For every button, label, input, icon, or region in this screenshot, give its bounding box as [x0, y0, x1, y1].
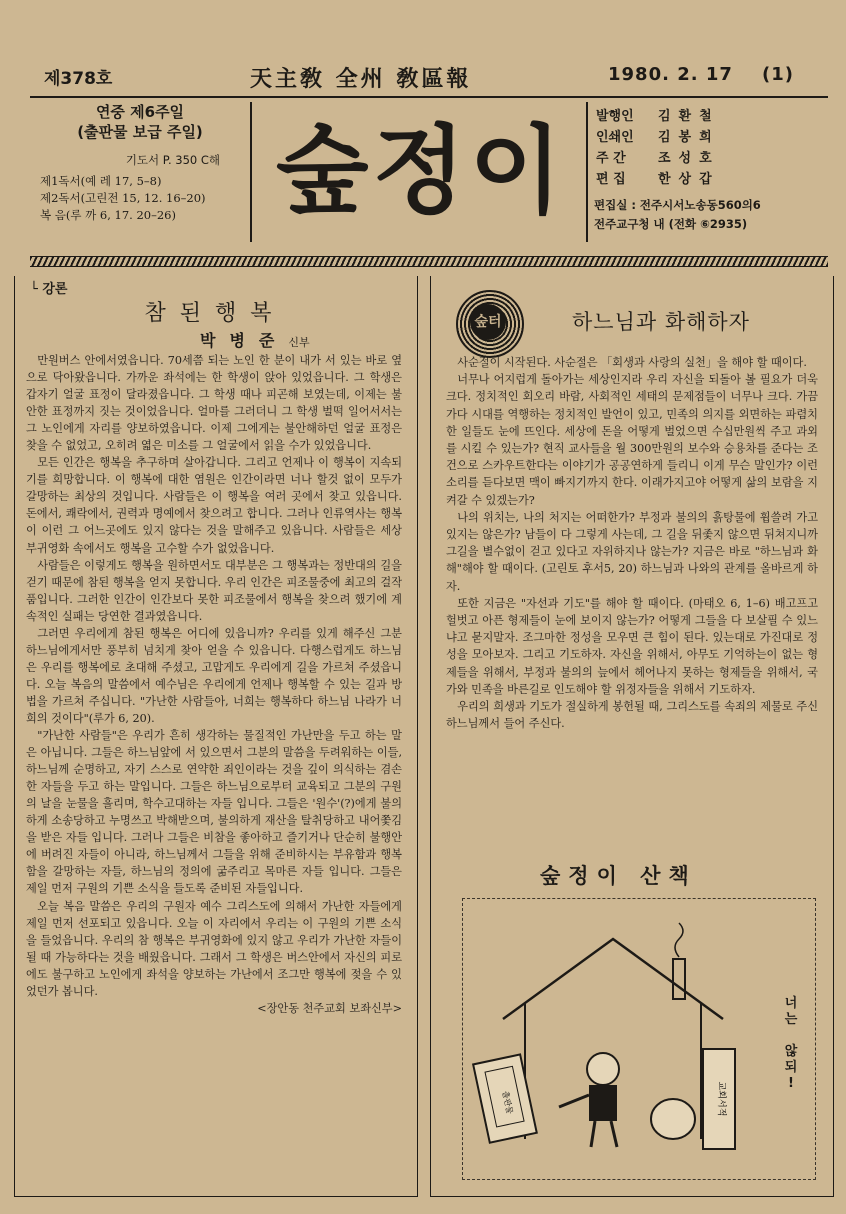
staff-row [596, 169, 806, 190]
paragraph: 사순절이 시작된다. 사순절은 「회생과 사랑의 실천」을 해야 할 때이다. [457, 356, 807, 369]
caption-char: 되 [784, 1060, 798, 1075]
staff-name: 김봉희 [658, 130, 720, 145]
date-text: 1980. 2. 17 [608, 64, 733, 85]
publication-date [608, 64, 794, 85]
cartoon-frame [462, 898, 816, 1180]
smoke [675, 923, 683, 957]
figure-head [587, 1053, 619, 1085]
office-phone: 전주교구청 내 (전화 ⑥2935) [594, 217, 748, 231]
caption-char: 너 [784, 996, 798, 1011]
section-label [30, 278, 67, 297]
paragraph: 모든 인간은 행복을 추구하며 살아갑니다. 그리고 언제나 이 행복이 지속되기를 희망합니다. 이 행복에 대한 염원은 인간이라면 너나 할것 없이 모두가 갈망하는 최상의 것입니다. 사람들은 이 행복을 여러 곳에서 찾고 있읍니다. 돈에서, 쾌락에서, 권력과 명예에서 찾으려고 합니다. 그러나 인류역사는 행복이 이런 그 어느곳에도 있지 않다는 것을 말해주고 있읍니다. 사람들은 세상 부귀영화 속에서도 행복을 고수할 수가 없었읍니다. [26, 456, 402, 555]
staff-list [596, 106, 806, 190]
staff-role: 주 간 [596, 151, 626, 166]
house-roof [503, 939, 723, 1019]
paragraph: 나의 위치는, 나의 처지는 어떠한가? 부정과 불의의 흙탕물에 휩쓸려 가고 있지는 않은가? 남들이 다 그렇게 사는데, 그 길을 뒤좇지 않으면 뒤쳐지니까 그길을 별수없이 걷고 있다고 자위하지나 않는가? 지금은 바로 "하느님과 화해"해야 할 때이다. (고린토 후서5, 20) 하느님과 나와의 관계를 올바르게 하자. [446, 510, 818, 593]
paragraph: 오늘 복음 말씀은 우리의 구원자 예수 그리스도에 의해서 가난한 자들에게 제일 먼저 선포되고 있읍니다. 오늘 이 자리에서 우리는 이 구원의 기쁜 소식을 들었읍니다. 우리의 참 행복은 부귀영화에 있지 않고 우리가 가난한 자들이 될 때 가능하다는 것을 배웠읍니다. 그래서 그 학생은 버스안에서 자신의 피로에도 불구하고 노인에게 좌석을 양보하는 가난에서 조그만 행복에 젖을 수 있었던가 봅니다. [26, 899, 402, 998]
bracket-icon: └ [30, 282, 38, 297]
chimney [673, 959, 685, 999]
cartoon-caption [780, 996, 802, 1092]
caption-char: 않 [784, 1044, 798, 1059]
prayer-book-ref: 기도서 P. 350 C해 [125, 153, 220, 167]
editorial-title: 참된행복 [144, 301, 286, 326]
paragraph: "가난한 사람들"은 우리가 흔히 생각하는 물질적인 가난만을 두고 하는 말은 아닙니다. 그들은 하느님앞에 서 있으면서 그분의 말씀을 두려워하는 이들, 하느님께 순명하고, 자기 스스로 연약한 죄인이라는 것을 깊이 의식하는 겸손한 자들을 두고 하는 말입니다. 그들은 하느님으로부터 교육되고 그분의 구원의 날을 눈물을 흘리며, 학수고대하는 자들 입니다. 그들은 '원수'(?)에게 불의하게 소송당하고 누명쓰고 박해받으며, 불의하게 재산을 탈취당하고 내어쫓김을 받은 자들 입니다. 그러나 그들은 비참을 좋아하고 즐기거나 단순히 불행안에 버려진 자들이 아니라, 하느님께서 그들을 위해 준비하시는 부유함과 행복함을 갈망하는 자들, 하느님의 정의에 굶주리고 목마른 자들 입니다. 그들은 제일 먼저 구원의 기쁜 소식을 들도록 준비된 자들입니다. [26, 729, 402, 896]
editorial-author [200, 328, 310, 351]
page-number: (1) [761, 64, 794, 85]
article-title: 하느님과 화해하자 [572, 310, 750, 334]
reading-3: 복 음(루 까 6, 17. 20–26) [40, 208, 176, 222]
caption-char: ! [788, 1076, 794, 1091]
staff-role: 인쇄인 [596, 130, 634, 145]
liturgy-box [40, 102, 240, 242]
staff-name: 조성호 [658, 151, 720, 166]
caption-char [780, 1028, 802, 1044]
paragraph: 너무나 어지럽게 돌아가는 세상인지라 우리 자신을 되돌아 볼 필요가 더욱 크다. 정치적인 회오리 바람, 사회적인 세태의 문제점들이 너무나 크다. 가끔가다 시대를 역행하는 정치적인 발언이 있고, 민족의 의지를 외면하는 파렴치한 일들도 눈에 뜨인다. 세상에 돈을 어떻게 벌었으면 수십만원씩 주고 과외를 시킬 수 있는가? 현직 교사들을 월 300만원의 보수와 승용차를 준다는 조건으로 스카우트한다는 이야기가 공공연하게 들리니 이게 무슨 말인가? 이런 소리를 듣다보면 맥이 빠지기까지 한다. 이래가지고야 어떻게 삶의 보람을 지켜갈 수 있겠는가? [446, 373, 818, 507]
editorial-signature: <장안동 천주교회 보좌신부> [257, 1001, 402, 1015]
paragraph: 또한 지금은 "자선과 기도"를 해야 할 때이다. (마태오 6, 1–6) 배고프고 헐벗고 아픈 형제들이 눈에 보이지 않는가? 어떻게 그들을 다 보살필 수 있느냐고 묻지말자. 조그마한 정성을 모우면 큰 힘이 된다. 있는대로 가진대로 정성을 모아보자. 그리고 기도하자. 자신을 위해서, 아무도 기억하는이 없는 형제들을 위해서, 부정과 불의의 늪에서 헤어나지 못하는 형제들을 위해서, 국가와 민족을 바른길로 인도해야 할 위정자들을 위해서 기도하자. [446, 596, 818, 696]
paper-name: 天主敎 全州 敎區報 [250, 67, 472, 92]
author-name: 박병준 [200, 331, 289, 350]
cartoon-title: 숲정이 산책 [540, 864, 697, 888]
office-address: 편집실 : 전주시서노송동560의6 [594, 198, 761, 212]
sign-right-text: 교회서적 [716, 1081, 726, 1117]
figure-body [589, 1085, 617, 1121]
cartoon-illustration [463, 899, 815, 1179]
issue-number: 제378호 [44, 69, 113, 89]
paragraph: 사람들은 이렇게도 행복을 원하면서도 대부분은 그 행복과는 정반대의 길을 걷기 때문에 참된 행복을 얻지 못합니다. 우리 인간은 피조물중에 최고의 걸작품입니다. 그러한 인간이 인간보다 못한 피조물에서 행복을 찾으려 했기에 계속적인 실패는 당연한 결과였읍니다. [26, 558, 402, 623]
figure-leg [611, 1121, 617, 1147]
caption-char: 는 [784, 1012, 798, 1027]
staff-row [596, 148, 806, 169]
liturgy-week: 연중 제6주일 [95, 103, 185, 121]
staff-name: 한상갑 [658, 172, 720, 187]
masthead-divider-left [250, 102, 252, 242]
decorative-band [30, 256, 828, 267]
reading-1: 제1독서(예 레 17, 5–8) [40, 174, 162, 188]
reading-2: 제2독서(고린전 15, 12. 16–20) [40, 191, 206, 205]
paragraph: 그러면 우리에게 참된 행복은 어디에 있읍니까? 우리를 있게 해주신 그분 하느님에게서만 풍부히 넘치게 찾아 얻을 수 있읍니다. 다행스럽게도 하느님은 우리를 행복에로 초대해 주셨고, 고맙게도 우리에게 길을 가르쳐 주셨읍니다. 오늘 복음의 말씀에서 예수님은 우리에게 언제나 행복할 수 있는 길과 방법을 가르쳐 주십니다. "가난한 사람들아, 너희는 행복하다 하느님 나라가 너희의 것이다"(루가 6, 20). [26, 626, 402, 725]
emblem-label: 숲터 [470, 304, 506, 340]
paragraph: 우리의 희생과 기도가 절실하게 봉헌될 때, 그리스도를 속죄의 제물로 주신 하느님께서 들어 주신다. [446, 700, 818, 731]
author-suffix: 신부 [288, 336, 310, 349]
paragraph: 만원버스 안에서였읍니다. 70세쯤 되는 노인 한 분이 내가 서 있는 바로 옆으로 닥아왔읍니다. 가까운 좌석에는 한 학생이 앉아 있었읍니다. 그 학생은 갑자기 얼굴 표정이 달라졌읍니다. 그 학생 때나 피곤해 보였는데, 이제는 불안한 표정까지 짓는 것이었읍니다. 얼마를 그러더니 그 학생 벌떡 일어서서는 그 노인에게 자리를 양보하였읍니다. 이제 그에게는 불안해하던 얼굴 표정은 찾을 수 없었고, 오히려 엷은 미소를 그 얼굴에서 읽을 수가 있었읍니다. [26, 354, 402, 453]
staff-name: 김환철 [658, 109, 720, 124]
masthead-title: 숲정이 [275, 115, 567, 227]
figure-leg [591, 1121, 595, 1147]
article-body [446, 354, 818, 732]
editorial-body [26, 352, 402, 1017]
masthead-divider-right [586, 102, 588, 242]
header-rule [30, 96, 828, 98]
staff-role: 발행인 [596, 109, 634, 124]
staff-row [596, 106, 806, 127]
liturgy-special: (출판물 보급 주일) [77, 123, 203, 141]
staff-row [596, 127, 806, 148]
section-label-text: 강론 [42, 282, 68, 297]
sign-left-text: 출판물 [500, 1090, 515, 1115]
office-info [594, 196, 824, 234]
staff-role: 편 집 [596, 172, 626, 187]
pot [651, 1099, 695, 1139]
figure-arm [559, 1095, 589, 1107]
